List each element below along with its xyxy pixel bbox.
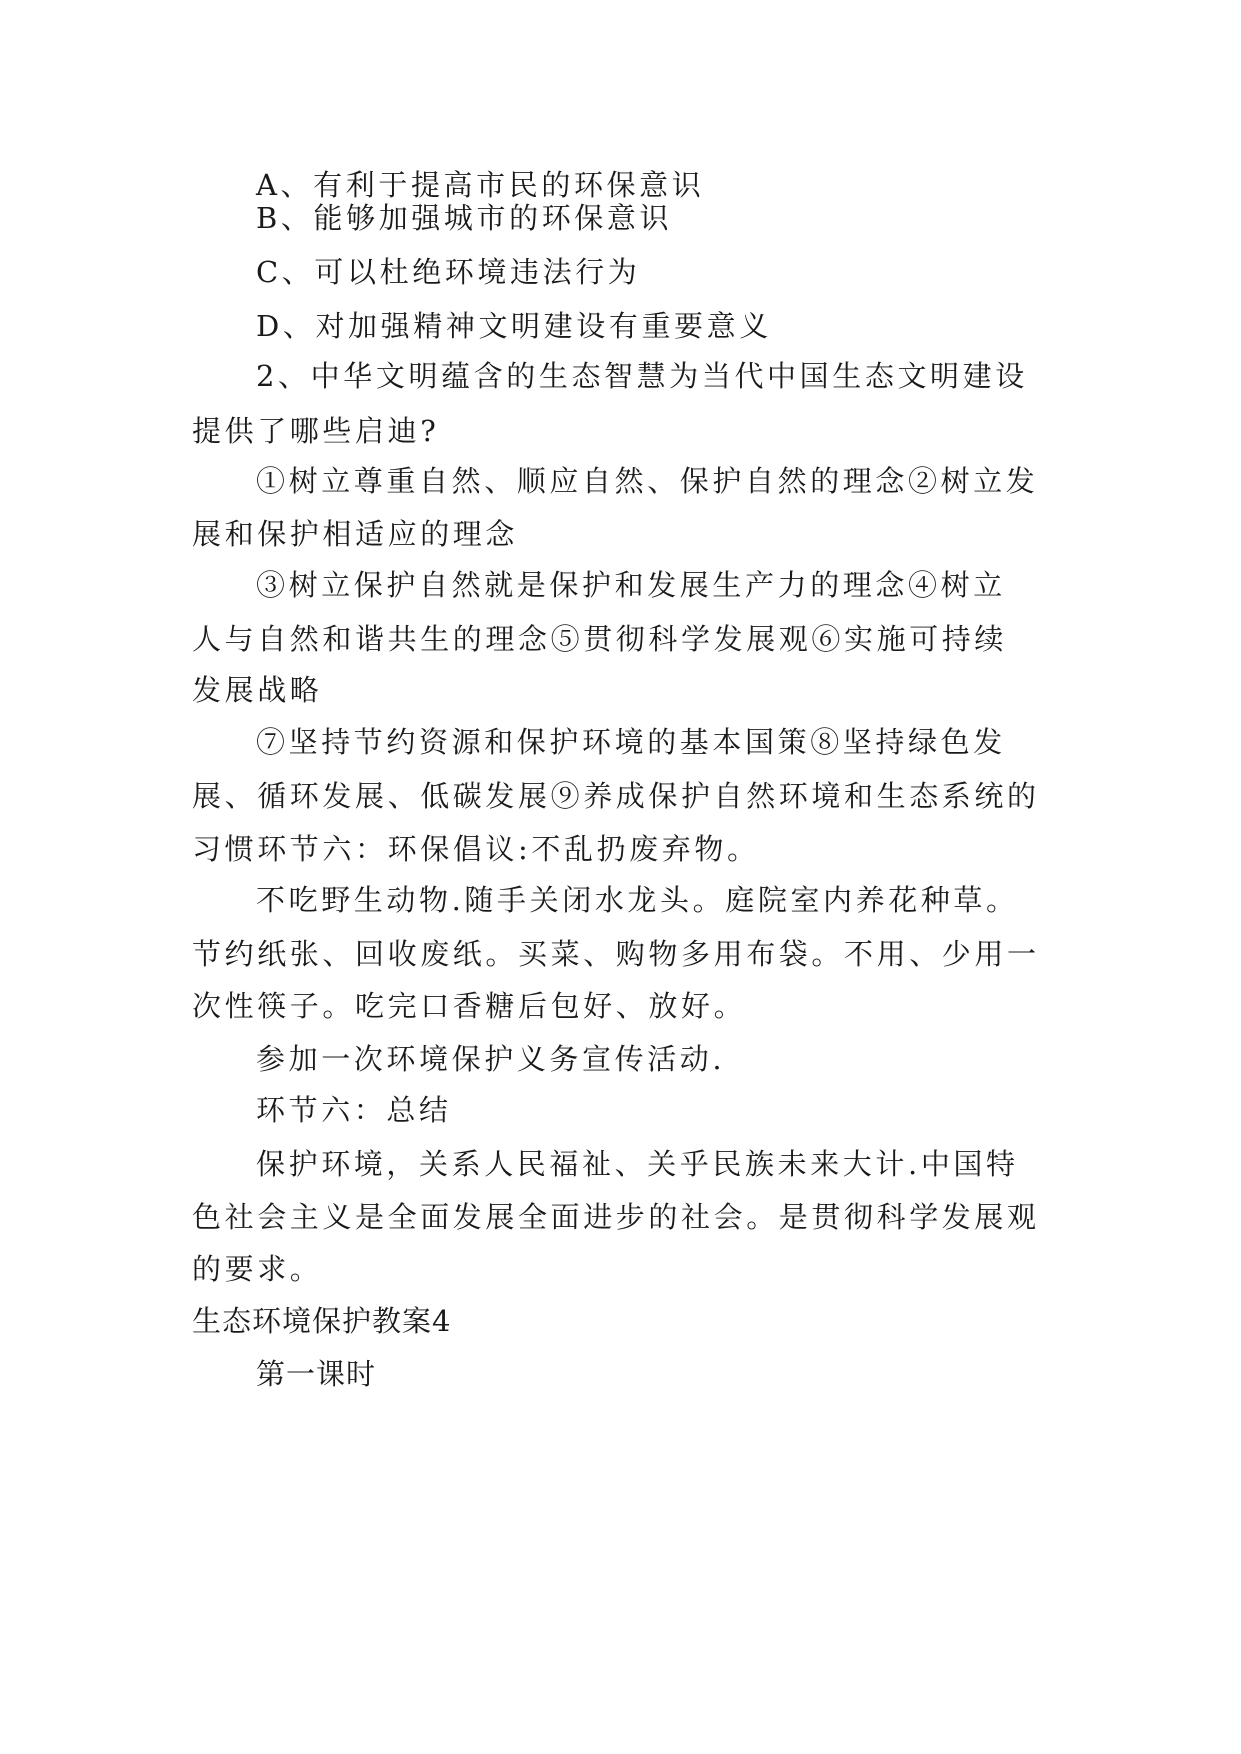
lesson-session-label: 第一课时 xyxy=(256,1357,377,1391)
proposal-line-1: 不吃野生动物.随手关闭水龙头。庭院室内养花种草。 xyxy=(256,883,1019,917)
option-a: A、有利于提高市民的环保意识 xyxy=(256,168,705,202)
question-2-line-2: 提供了哪些启迪? xyxy=(192,414,440,448)
proposal-line-3: 次性筷子。吃完口香糖后包好、放好。 xyxy=(192,989,747,1023)
answer-3-line-1: ⑦坚持节约资源和保护环境的基本国策⑧坚持绿色发 xyxy=(256,725,1006,759)
lesson-plan-heading: 生态环境保护教案4 xyxy=(192,1304,452,1338)
option-b: B、能够加强城市的环保意识 xyxy=(256,201,673,235)
answer-3-line-2: 展、循环发展、低碳发展⑨养成保护自然环境和生态系统的 xyxy=(192,779,1040,813)
summary-line-2: 色社会主义是全面发展全面进步的社会。是贯彻科学发展观 xyxy=(192,1200,1040,1234)
section-summary-title: 环节六：总结 xyxy=(256,1093,452,1127)
answer-3-line-3: 习惯环节六：环保倡议:不乱扔废弃物。 xyxy=(192,832,760,866)
answer-2-line-3: 发展战略 xyxy=(192,673,323,707)
question-2-line-1: 2、中华文明蕴含的生态智慧为当代中国生态文明建设 xyxy=(256,359,1028,393)
summary-line-1: 保护环境，关系人民福祉、关乎民族未来大计.中国特 xyxy=(256,1147,1019,1181)
answer-1-line-1: ①树立尊重自然、顺应自然、保护自然的理念②树立发 xyxy=(256,464,1039,498)
answer-2-line-2: 人与自然和谐共生的理念⑤贯彻科学发展观⑥实施可持续 xyxy=(192,622,1008,656)
activity-line: 参加一次环境保护义务宣传活动. xyxy=(256,1042,726,1076)
answer-2-line-1: ③树立保护自然就是保护和发展生产力的理念④树立 xyxy=(256,568,1006,602)
answer-1-line-2: 展和保护相适应的理念 xyxy=(192,517,519,551)
summary-line-3: 的要求。 xyxy=(192,1252,323,1286)
proposal-line-2: 节约纸张、回收废纸。买菜、购物多用布袋。不用、少用一 xyxy=(192,937,1040,971)
option-d: D、对加强精神文明建设有重要意义 xyxy=(256,309,772,343)
option-c: C、可以杜绝环境违法行为 xyxy=(256,255,641,289)
